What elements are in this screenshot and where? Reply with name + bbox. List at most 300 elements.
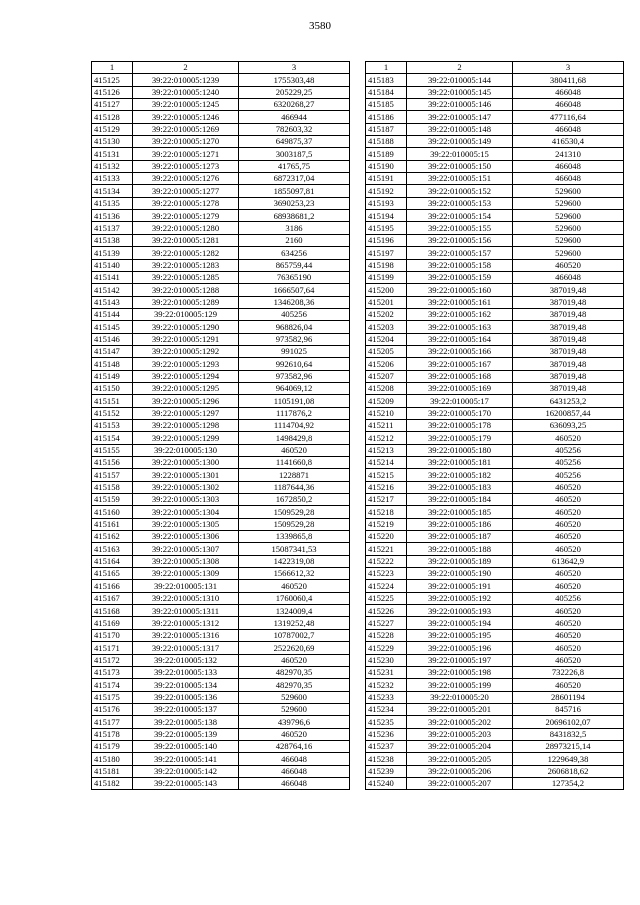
row-number-cell: 415239 bbox=[366, 765, 407, 777]
cadastral-number-cell: 39:22:010005:192 bbox=[407, 592, 513, 604]
cadastral-number-cell: 39:22:010005:150 bbox=[407, 160, 513, 172]
cadastral-number-cell: 39:22:010005:157 bbox=[407, 247, 513, 259]
value-cell: 460520 bbox=[513, 629, 624, 641]
row-number-cell: 415185 bbox=[366, 99, 407, 111]
value-cell: 387019,48 bbox=[513, 382, 624, 394]
row-number-cell: 415184 bbox=[366, 86, 407, 98]
cadastral-number-cell: 39:22:010005:1246 bbox=[133, 111, 239, 123]
value-cell: 1346208,36 bbox=[239, 296, 350, 308]
table-row bbox=[92, 358, 350, 370]
table-row bbox=[92, 111, 350, 123]
value-cell: 1566612,32 bbox=[239, 568, 350, 580]
page-number: 3580 bbox=[309, 20, 331, 32]
value-cell: 973582,96 bbox=[239, 333, 350, 345]
cadastral-number-cell: 39:22:010005:181 bbox=[407, 457, 513, 469]
row-number-cell: 415154 bbox=[92, 432, 133, 444]
table-row bbox=[92, 494, 350, 506]
table-row bbox=[366, 259, 624, 271]
cadastral-number-cell: 39:22:010005:162 bbox=[407, 308, 513, 320]
row-number-cell: 415164 bbox=[92, 555, 133, 567]
row-number-cell: 415126 bbox=[92, 86, 133, 98]
value-cell: 466048 bbox=[513, 86, 624, 98]
table-row bbox=[366, 592, 624, 604]
cadastral-number-cell: 39:22:010005:149 bbox=[407, 136, 513, 148]
table-header-row bbox=[92, 62, 350, 74]
table-row bbox=[92, 395, 350, 407]
row-number-cell: 415216 bbox=[366, 481, 407, 493]
row-number-cell: 415188 bbox=[366, 136, 407, 148]
row-number-cell: 415159 bbox=[92, 494, 133, 506]
cadastral-number-cell: 39:22:010005:151 bbox=[407, 173, 513, 185]
cadastral-number-cell: 39:22:010005:141 bbox=[133, 753, 239, 765]
row-number-cell: 415180 bbox=[92, 753, 133, 765]
table-row bbox=[92, 617, 350, 629]
table-row bbox=[92, 654, 350, 666]
table-row bbox=[366, 321, 624, 333]
cadastral-number-cell: 39:22:010005:1245 bbox=[133, 99, 239, 111]
table-row bbox=[92, 160, 350, 172]
row-number-cell: 415130 bbox=[92, 136, 133, 148]
table-row bbox=[366, 703, 624, 715]
value-cell: 529600 bbox=[239, 703, 350, 715]
value-cell: 3003187,5 bbox=[239, 148, 350, 160]
table-row bbox=[92, 691, 350, 703]
table-row bbox=[92, 481, 350, 493]
cadastral-number-cell: 39:22:010005:183 bbox=[407, 481, 513, 493]
row-number-cell: 415168 bbox=[92, 605, 133, 617]
table-row bbox=[366, 395, 624, 407]
table-row bbox=[366, 531, 624, 543]
table-row bbox=[366, 197, 624, 209]
table-row bbox=[92, 407, 350, 419]
table-row bbox=[366, 629, 624, 641]
value-cell: 466048 bbox=[239, 777, 350, 789]
value-cell: 477116,64 bbox=[513, 111, 624, 123]
row-number-cell: 415158 bbox=[92, 481, 133, 493]
table-row bbox=[92, 284, 350, 296]
value-cell: 529600 bbox=[513, 234, 624, 246]
left-table-body bbox=[92, 74, 350, 790]
value-cell: 387019,48 bbox=[513, 333, 624, 345]
row-number-cell: 415199 bbox=[366, 271, 407, 283]
table-row bbox=[92, 382, 350, 394]
cadastral-number-cell: 39:22:010005:191 bbox=[407, 580, 513, 592]
row-number-cell: 415206 bbox=[366, 358, 407, 370]
row-number-cell: 415148 bbox=[92, 358, 133, 370]
table-row bbox=[92, 86, 350, 98]
cadastral-number-cell: 39:22:010005:170 bbox=[407, 407, 513, 419]
cadastral-number-cell: 39:22:010005:1294 bbox=[133, 370, 239, 382]
value-cell: 460520 bbox=[513, 531, 624, 543]
value-cell: 460520 bbox=[513, 617, 624, 629]
row-number-cell: 415221 bbox=[366, 543, 407, 555]
value-cell: 482970,35 bbox=[239, 666, 350, 678]
value-cell: 529600 bbox=[513, 222, 624, 234]
value-cell: 2160 bbox=[239, 234, 350, 246]
row-number-cell: 415187 bbox=[366, 123, 407, 135]
value-cell: 466048 bbox=[239, 765, 350, 777]
row-number-cell: 415213 bbox=[366, 444, 407, 456]
cadastral-number-cell: 39:22:010005:199 bbox=[407, 679, 513, 691]
table-row bbox=[92, 123, 350, 135]
value-cell: 460520 bbox=[513, 518, 624, 530]
table-row bbox=[92, 333, 350, 345]
value-cell: 387019,48 bbox=[513, 370, 624, 382]
row-number-cell: 415196 bbox=[366, 234, 407, 246]
table-row bbox=[92, 210, 350, 222]
cadastral-number-cell: 39:22:010005:1292 bbox=[133, 345, 239, 357]
row-number-cell: 415217 bbox=[366, 494, 407, 506]
cadastral-number-cell: 39:22:010005:1309 bbox=[133, 568, 239, 580]
table-row bbox=[92, 753, 350, 765]
table-row bbox=[366, 333, 624, 345]
table-row bbox=[366, 271, 624, 283]
value-cell: 460520 bbox=[239, 728, 350, 740]
cadastral-number-cell: 39:22:010005:134 bbox=[133, 679, 239, 691]
value-cell: 1498429,8 bbox=[239, 432, 350, 444]
table-row bbox=[366, 444, 624, 456]
cadastral-number-cell: 39:22:010005:145 bbox=[407, 86, 513, 98]
value-cell: 460520 bbox=[513, 568, 624, 580]
value-cell: 28973215,14 bbox=[513, 740, 624, 752]
table-row bbox=[366, 210, 624, 222]
cadastral-number-cell: 39:22:010005:186 bbox=[407, 518, 513, 530]
table-row bbox=[366, 605, 624, 617]
row-number-cell: 415171 bbox=[92, 642, 133, 654]
cadastral-number-cell: 39:22:010005:153 bbox=[407, 197, 513, 209]
value-cell: 460520 bbox=[513, 432, 624, 444]
table-row bbox=[92, 531, 350, 543]
cadastral-number-cell: 39:22:010005:167 bbox=[407, 358, 513, 370]
cadastral-number-cell: 39:22:010005:202 bbox=[407, 716, 513, 728]
value-cell: 1509529,28 bbox=[239, 506, 350, 518]
right-table-body bbox=[366, 74, 624, 790]
value-cell: 482970,35 bbox=[239, 679, 350, 691]
cadastral-number-cell: 39:22:010005:194 bbox=[407, 617, 513, 629]
table-row bbox=[92, 99, 350, 111]
cadastral-number-cell: 39:22:010005:185 bbox=[407, 506, 513, 518]
value-cell: 1422319,08 bbox=[239, 555, 350, 567]
cadastral-number-cell: 39:22:010005:1289 bbox=[133, 296, 239, 308]
value-cell: 1339865,8 bbox=[239, 531, 350, 543]
value-cell: 387019,48 bbox=[513, 358, 624, 370]
row-number-cell: 415236 bbox=[366, 728, 407, 740]
cadastral-number-cell: 39:22:010005:163 bbox=[407, 321, 513, 333]
table-row bbox=[92, 370, 350, 382]
value-cell: 1760060,4 bbox=[239, 592, 350, 604]
cadastral-number-cell: 39:22:010005:1297 bbox=[133, 407, 239, 419]
row-number-cell: 415173 bbox=[92, 666, 133, 678]
row-number-cell: 415142 bbox=[92, 284, 133, 296]
table-row bbox=[92, 765, 350, 777]
table-row bbox=[92, 642, 350, 654]
value-cell: 241310 bbox=[513, 148, 624, 160]
value-cell: 428764,16 bbox=[239, 740, 350, 752]
value-cell: 127354,2 bbox=[513, 777, 624, 789]
table-row bbox=[366, 370, 624, 382]
column-header-2: 2 bbox=[407, 62, 513, 74]
cadastral-number-cell: 39:22:010005:1269 bbox=[133, 123, 239, 135]
cadastral-number-cell: 39:22:010005:147 bbox=[407, 111, 513, 123]
table-row bbox=[92, 457, 350, 469]
row-number-cell: 415147 bbox=[92, 345, 133, 357]
row-number-cell: 415136 bbox=[92, 210, 133, 222]
cadastral-number-cell: 39:22:010005:138 bbox=[133, 716, 239, 728]
table-row bbox=[366, 222, 624, 234]
cadastral-number-cell: 39:22:010005:156 bbox=[407, 234, 513, 246]
row-number-cell: 415225 bbox=[366, 592, 407, 604]
row-number-cell: 415183 bbox=[366, 74, 407, 86]
value-cell: 845716 bbox=[513, 703, 624, 715]
value-cell: 466048 bbox=[239, 753, 350, 765]
row-number-cell: 415127 bbox=[92, 99, 133, 111]
cadastral-number-cell: 39:22:010005:1281 bbox=[133, 234, 239, 246]
row-number-cell: 415138 bbox=[92, 234, 133, 246]
value-cell: 636093,25 bbox=[513, 419, 624, 431]
row-number-cell: 415129 bbox=[92, 123, 133, 135]
value-cell: 529600 bbox=[513, 197, 624, 209]
value-cell: 782603,32 bbox=[239, 123, 350, 135]
table-row bbox=[92, 419, 350, 431]
table-row bbox=[92, 444, 350, 456]
cadastral-number-cell: 39:22:010005:133 bbox=[133, 666, 239, 678]
value-cell: 1666507,64 bbox=[239, 284, 350, 296]
cadastral-number-cell: 39:22:010005:152 bbox=[407, 185, 513, 197]
table-row bbox=[92, 234, 350, 246]
value-cell: 2606818,62 bbox=[513, 765, 624, 777]
table-row bbox=[92, 555, 350, 567]
row-number-cell: 415134 bbox=[92, 185, 133, 197]
cadastral-number-cell: 39:22:010005:168 bbox=[407, 370, 513, 382]
cadastral-number-cell: 39:22:010005:137 bbox=[133, 703, 239, 715]
table-row bbox=[92, 543, 350, 555]
cadastral-number-cell: 39:22:010005:203 bbox=[407, 728, 513, 740]
row-number-cell: 415145 bbox=[92, 321, 133, 333]
table-row bbox=[92, 173, 350, 185]
cadastral-number-cell: 39:22:010005:158 bbox=[407, 259, 513, 271]
cadastral-number-cell: 39:22:010005:1291 bbox=[133, 333, 239, 345]
value-cell: 16200857,44 bbox=[513, 407, 624, 419]
row-number-cell: 415151 bbox=[92, 395, 133, 407]
cadastral-number-cell: 39:22:010005:131 bbox=[133, 580, 239, 592]
cadastral-number-cell: 39:22:010005:190 bbox=[407, 568, 513, 580]
cadastral-number-cell: 39:22:010005:1305 bbox=[133, 518, 239, 530]
value-cell: 405256 bbox=[513, 457, 624, 469]
cadastral-number-cell: 39:22:010005:1303 bbox=[133, 494, 239, 506]
row-number-cell: 415165 bbox=[92, 568, 133, 580]
row-number-cell: 415157 bbox=[92, 469, 133, 481]
cadastral-number-cell: 39:22:010005:201 bbox=[407, 703, 513, 715]
table-row bbox=[366, 518, 624, 530]
row-number-cell: 415178 bbox=[92, 728, 133, 740]
cadastral-number-cell: 39:22:010005:129 bbox=[133, 308, 239, 320]
value-cell: 387019,48 bbox=[513, 296, 624, 308]
cadastral-number-cell: 39:22:010005:1285 bbox=[133, 271, 239, 283]
row-number-cell: 415219 bbox=[366, 518, 407, 530]
row-number-cell: 415194 bbox=[366, 210, 407, 222]
table-row bbox=[366, 247, 624, 259]
row-number-cell: 415144 bbox=[92, 308, 133, 320]
row-number-cell: 415234 bbox=[366, 703, 407, 715]
row-number-cell: 415195 bbox=[366, 222, 407, 234]
row-number-cell: 415210 bbox=[366, 407, 407, 419]
table-row bbox=[366, 494, 624, 506]
cadastral-number-cell: 39:22:010005:146 bbox=[407, 99, 513, 111]
row-number-cell: 415170 bbox=[92, 629, 133, 641]
cadastral-number-cell: 39:22:010005:148 bbox=[407, 123, 513, 135]
value-cell: 1324009,4 bbox=[239, 605, 350, 617]
row-number-cell: 415189 bbox=[366, 148, 407, 160]
row-number-cell: 415161 bbox=[92, 518, 133, 530]
cadastral-number-cell: 39:22:010005:197 bbox=[407, 654, 513, 666]
cadastral-number-cell: 39:22:010005:1304 bbox=[133, 506, 239, 518]
table-row bbox=[366, 568, 624, 580]
value-cell: 460520 bbox=[239, 444, 350, 456]
value-cell: 529600 bbox=[513, 210, 624, 222]
table-row bbox=[366, 555, 624, 567]
table-row bbox=[366, 284, 624, 296]
cadastral-number-cell: 39:22:010005:1301 bbox=[133, 469, 239, 481]
value-cell: 3186 bbox=[239, 222, 350, 234]
table-header-row bbox=[366, 62, 624, 74]
table-row bbox=[92, 185, 350, 197]
table-row bbox=[366, 160, 624, 172]
table-row bbox=[92, 703, 350, 715]
row-number-cell: 415230 bbox=[366, 654, 407, 666]
table-row bbox=[366, 469, 624, 481]
row-number-cell: 415238 bbox=[366, 753, 407, 765]
cadastral-number-cell: 39:22:010005:142 bbox=[133, 765, 239, 777]
value-cell: 3690253,23 bbox=[239, 197, 350, 209]
row-number-cell: 415207 bbox=[366, 370, 407, 382]
table-row bbox=[92, 777, 350, 789]
cadastral-number-cell: 39:22:010005:1310 bbox=[133, 592, 239, 604]
row-number-cell: 415135 bbox=[92, 197, 133, 209]
table-row bbox=[366, 382, 624, 394]
value-cell: 1229649,38 bbox=[513, 753, 624, 765]
row-number-cell: 415198 bbox=[366, 259, 407, 271]
table-row bbox=[92, 296, 350, 308]
row-number-cell: 415209 bbox=[366, 395, 407, 407]
table-row bbox=[366, 345, 624, 357]
table-row bbox=[366, 358, 624, 370]
cadastral-number-cell: 39:22:010005:1293 bbox=[133, 358, 239, 370]
value-cell: 973582,96 bbox=[239, 370, 350, 382]
right-register-table bbox=[365, 61, 624, 790]
value-cell: 2522620,69 bbox=[239, 642, 350, 654]
value-cell: 41765,75 bbox=[239, 160, 350, 172]
table-row bbox=[92, 592, 350, 604]
table-row bbox=[366, 765, 624, 777]
row-number-cell: 415166 bbox=[92, 580, 133, 592]
cadastral-number-cell: 39:22:010005:1312 bbox=[133, 617, 239, 629]
table-row bbox=[366, 481, 624, 493]
table-row bbox=[366, 74, 624, 86]
row-number-cell: 415203 bbox=[366, 321, 407, 333]
cadastral-number-cell: 39:22:010005:1311 bbox=[133, 605, 239, 617]
row-number-cell: 415175 bbox=[92, 691, 133, 703]
cadastral-number-cell: 39:22:010005:1307 bbox=[133, 543, 239, 555]
cadastral-number-cell: 39:22:010005:1239 bbox=[133, 74, 239, 86]
value-cell: 992610,64 bbox=[239, 358, 350, 370]
value-cell: 387019,48 bbox=[513, 284, 624, 296]
table-row bbox=[366, 308, 624, 320]
table-row bbox=[366, 123, 624, 135]
row-number-cell: 415177 bbox=[92, 716, 133, 728]
table-row bbox=[366, 419, 624, 431]
value-cell: 76365190 bbox=[239, 271, 350, 283]
cadastral-number-cell: 39:22:010005:1279 bbox=[133, 210, 239, 222]
row-number-cell: 415169 bbox=[92, 617, 133, 629]
value-cell: 865759,44 bbox=[239, 259, 350, 271]
row-number-cell: 415215 bbox=[366, 469, 407, 481]
table-row bbox=[92, 518, 350, 530]
value-cell: 460520 bbox=[239, 654, 350, 666]
cadastral-number-cell: 39:22:010005:1280 bbox=[133, 222, 239, 234]
value-cell: 460520 bbox=[513, 679, 624, 691]
table-row bbox=[366, 617, 624, 629]
row-number-cell: 415160 bbox=[92, 506, 133, 518]
value-cell: 529600 bbox=[239, 691, 350, 703]
cadastral-number-cell: 39:22:010005:1288 bbox=[133, 284, 239, 296]
row-number-cell: 415141 bbox=[92, 271, 133, 283]
cadastral-number-cell: 39:22:010005:1240 bbox=[133, 86, 239, 98]
row-number-cell: 415205 bbox=[366, 345, 407, 357]
value-cell: 460520 bbox=[513, 642, 624, 654]
value-cell: 732226,8 bbox=[513, 666, 624, 678]
row-number-cell: 415162 bbox=[92, 531, 133, 543]
table-row bbox=[366, 654, 624, 666]
row-number-cell: 415200 bbox=[366, 284, 407, 296]
value-cell: 1187644,36 bbox=[239, 481, 350, 493]
value-cell: 634256 bbox=[239, 247, 350, 259]
table-row bbox=[366, 234, 624, 246]
cadastral-number-cell: 39:22:010005:1296 bbox=[133, 395, 239, 407]
table-row bbox=[366, 99, 624, 111]
table-row bbox=[366, 777, 624, 789]
cadastral-number-cell: 39:22:010005:1278 bbox=[133, 197, 239, 209]
value-cell: 529600 bbox=[513, 185, 624, 197]
value-cell: 964069,12 bbox=[239, 382, 350, 394]
table-row bbox=[92, 666, 350, 678]
row-number-cell: 415125 bbox=[92, 74, 133, 86]
table-row bbox=[366, 753, 624, 765]
row-number-cell: 415128 bbox=[92, 111, 133, 123]
value-cell: 466048 bbox=[513, 160, 624, 172]
value-cell: 460520 bbox=[513, 506, 624, 518]
value-cell: 1141660,8 bbox=[239, 457, 350, 469]
row-number-cell: 415237 bbox=[366, 740, 407, 752]
table-row bbox=[92, 308, 350, 320]
value-cell: 460520 bbox=[513, 543, 624, 555]
row-number-cell: 415212 bbox=[366, 432, 407, 444]
table-row bbox=[92, 271, 350, 283]
value-cell: 460520 bbox=[513, 605, 624, 617]
value-cell: 6320268,27 bbox=[239, 99, 350, 111]
cadastral-number-cell: 39:22:010005:139 bbox=[133, 728, 239, 740]
table-row bbox=[366, 296, 624, 308]
cadastral-number-cell: 39:22:010005:1316 bbox=[133, 629, 239, 641]
row-number-cell: 415137 bbox=[92, 222, 133, 234]
cadastral-number-cell: 39:22:010005:1277 bbox=[133, 185, 239, 197]
cadastral-number-cell: 39:22:010005:169 bbox=[407, 382, 513, 394]
row-number-cell: 415140 bbox=[92, 259, 133, 271]
value-cell: 10787002,7 bbox=[239, 629, 350, 641]
table-row bbox=[366, 185, 624, 197]
cadastral-number-cell: 39:22:010005:1283 bbox=[133, 259, 239, 271]
column-header-3: 3 bbox=[239, 62, 350, 74]
value-cell: 387019,48 bbox=[513, 321, 624, 333]
